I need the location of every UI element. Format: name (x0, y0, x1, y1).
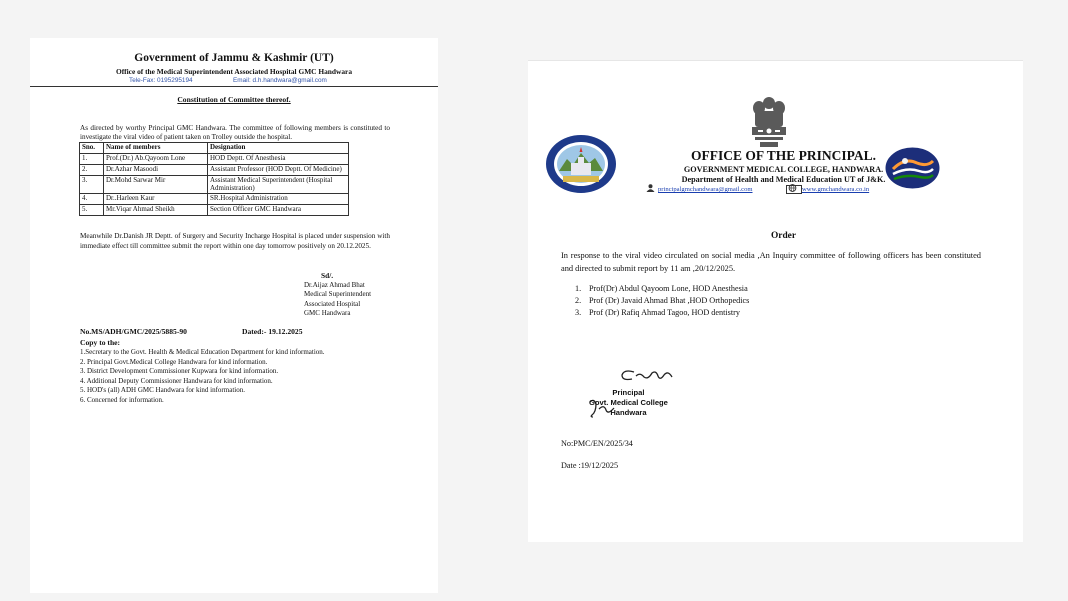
signatory-name: Dr.Aijaz Ahmad Bhat (304, 280, 365, 289)
signature-block (304, 271, 371, 319)
principal-order-letter (528, 60, 1023, 542)
table-header: Sno. (80, 143, 104, 154)
table-row (80, 193, 349, 204)
contact-website (786, 184, 896, 193)
list-item: 2. Principal Govt.Medical College Handwara for kind information. (80, 357, 268, 366)
table-cell: 1. (80, 154, 104, 165)
email-icon (646, 184, 655, 192)
list-number: 1. (575, 284, 582, 293)
order-heading: Order (771, 231, 796, 241)
sd-mark: Sd/. (321, 271, 334, 280)
table-header-row (80, 143, 349, 154)
table-cell: Prof.(Dr.) Ab.Qayoom Lone (104, 154, 208, 165)
table-row (80, 165, 349, 176)
table-cell: 2. (80, 165, 104, 176)
order-number: No:PMC/EN/2025/34 (561, 439, 633, 448)
signatory-office: Associated Hospital (304, 299, 361, 308)
officer-entry: Prof (Dr) Javaid Ahmad Bhat ,HOD Orthopedics (589, 296, 750, 306)
tele-fax: Tele-Fax: 0195295194 (129, 77, 193, 84)
table-cell: Dr.Azhar Masoodi (104, 165, 208, 176)
reference-number: No.MS/ADH/GMC/2025/5885-90 (80, 327, 187, 336)
table-cell: 3. (80, 176, 104, 194)
list-item (575, 307, 749, 319)
reference-line (80, 327, 400, 336)
globe-icon (788, 184, 797, 192)
website-link[interactable]: www.gmchandwara.co.in (802, 186, 870, 193)
letter-heading: Constitution of Committee thereof. (177, 95, 291, 104)
hospital-committee-letter (30, 38, 438, 593)
table-header: Name of members (104, 143, 208, 154)
table-cell: 4. (80, 193, 104, 204)
list-item: 5. HOD's (all) ADH GMC Handwara for kind information. (80, 386, 245, 395)
email-link[interactable]: principalgmchandwara@gmail.com (658, 186, 753, 193)
members-table (79, 142, 349, 216)
gmc-logo-icon (545, 133, 617, 195)
table-row (80, 204, 349, 215)
table-cell: Assistant Medical Superintendent (Hospital Administration) (208, 176, 349, 194)
list-number: 2. (575, 296, 582, 306)
officer-entry: Prof (Dr) Rafiq Ahmad Tagoo, HOD dentistry (589, 308, 740, 318)
signatory-institution: GMC Handwara (304, 309, 351, 318)
list-item (575, 283, 749, 295)
header-divider (30, 86, 438, 87)
national-emblem-icon (744, 94, 794, 150)
table-cell: Mr.Viqar Ahmad Sheikh (104, 204, 208, 215)
letter-email: Email: d.h.handwara@gmail.com (233, 77, 327, 84)
signatory-place: Handwara (610, 408, 647, 418)
table-header: Designation (208, 143, 349, 154)
table-cell: Assistant Professor (HOD Deptt. Of Medicine) (208, 165, 349, 176)
list-number: 3. (575, 308, 582, 318)
list-item: 3. District Development Commissioner Kupwara for kind information. (80, 367, 279, 376)
letter-subtitle: Office of the Medical Superintendent Associated Hospital GMC Handwara (115, 67, 353, 76)
department-name: Department of Health and Medical Education UT of J&K. (681, 175, 886, 184)
order-date: Date :19/12/2025 (561, 461, 619, 470)
college-name: GOVERNMENT MEDICAL COLLEGE, HANDWARA. (683, 165, 884, 174)
copy-list (80, 348, 410, 406)
suspension-notice: Meanwhile Dr.Danish JR Deptt. of Surgery and Security Incharge Hospital is placed under suspension with immediate effect till committee submit the report within one day tomorrow positively on 20.12.2025. (80, 232, 390, 250)
contact-email (646, 184, 786, 193)
globe-box (786, 185, 802, 194)
list-item: 1.Secretary to the Govt. Health & Medical Education Department for kind information. (80, 348, 325, 356)
signatory-institution: Govt. Medical College (589, 398, 668, 408)
list-item: 4. Additional Deputy Commissioner Handwara for kind information. (80, 376, 273, 385)
table-cell: SR.Hospital Administration (208, 193, 349, 204)
signatory-title: Principal (612, 388, 645, 397)
order-body: In response to the viral video circulated on social media ,An Inquiry committee of following officers has been constituted and directed to submit report by 11 am ,20/12/2025. (561, 251, 981, 273)
letter-title: Government of Jammu & Kashmir (UT) (134, 52, 334, 64)
signatory-designation: Medical Superintendent (304, 290, 372, 299)
letter-intro: As directed by worthy Principal GMC Handwara. The committee of following members is constituted to investigate the viral video of patient taken on Trolley outside the hospital. (80, 124, 390, 141)
officer-list (575, 283, 749, 320)
list-item: 6. Concerned for information. (80, 395, 164, 404)
list-item (575, 295, 749, 307)
table-cell: Dr..Harleen Kaur (104, 193, 208, 204)
table-cell: Section Officer GMC Handwara (208, 204, 349, 215)
table-row (80, 176, 349, 194)
table-cell: Dr.Mohd Sarwar Mir (104, 176, 208, 194)
officer-entry: Prof(Dr) Abdul Qayoom Lone, HOD Anesthesia (589, 284, 748, 293)
table-cell: 5. (80, 204, 104, 215)
office-title: OFFICE OF THE PRINCIPAL. (690, 148, 876, 163)
signatory-block (589, 388, 668, 419)
table-cell: HOD Deptt. Of Anesthesia (208, 154, 349, 165)
table-row (80, 154, 349, 165)
reference-date: Dated:- 19.12.2025 (242, 327, 303, 336)
copy-to-heading: Copy to the: (80, 338, 121, 347)
